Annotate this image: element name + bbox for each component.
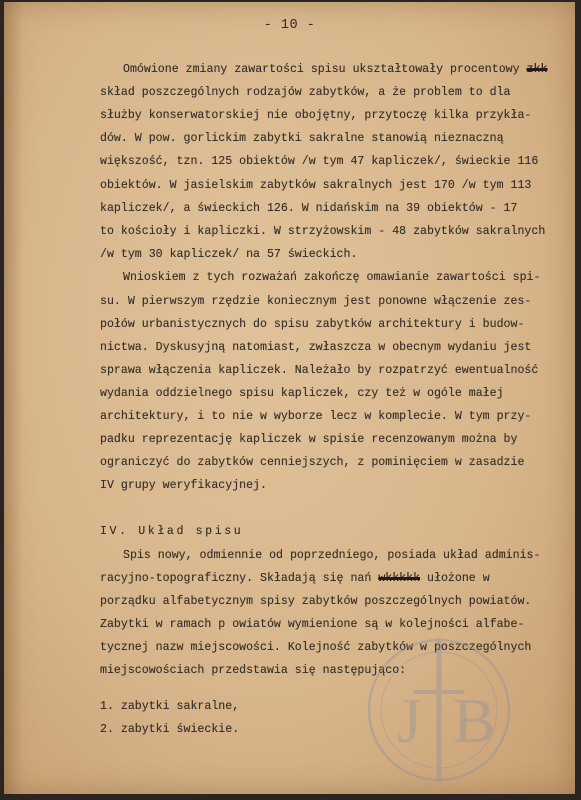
stamp-letter-b: B <box>453 685 496 756</box>
library-stamp-watermark <box>359 630 519 790</box>
list-item: 1. zabytki sakralne, <box>100 700 240 713</box>
stamp-letter-j: J <box>397 685 422 756</box>
text-line: Omówione zmiany zawartości spisu ukształtowały procentowy zkk <box>123 63 548 76</box>
text-line: Spis nowy, odmiennie od poprzedniego, posiada układ adminis- <box>123 549 541 562</box>
text-line: Zabytki w ramach p owiatów wymienione są w kolejności alfabe- <box>100 618 525 631</box>
text-line: architektury, i to nie w wyborze lecz w komplecie. W tym przy- <box>100 410 532 423</box>
struck-text: wkkkkk <box>378 572 421 585</box>
text-line: miejscowościach przedstawia się następująco: <box>100 664 407 677</box>
text-line: służby konserwatorskiej nie obojętny, przytoczę kilka przykła- <box>100 109 532 122</box>
text-line: padku reprezentację kapliczek w spisie recenzowanym można by <box>100 433 518 446</box>
text-line: wydania oddzielnego spisu kapliczek, czy też w ogóle małej <box>100 387 504 400</box>
text-line: su. W pierwszym rzędzie koniecznym jest ponowne włączenie zes- <box>100 295 532 308</box>
section-heading: IV. Układ spisu <box>100 525 244 538</box>
text-line: dów. W pow. gorlickim zabytki sakralne stanowią nieznaczną <box>100 132 504 145</box>
text-line: nictwa. Dyskusyjną natomiast, zwłaszcza w obecnym wydaniu jest <box>100 341 532 354</box>
text-line: racyjno-topograficzny. Składają się nań wkkkkk ułożone w <box>100 572 490 585</box>
text-line: Wnioskiem z tych rozważań zakończę omawianie zawartości spi- <box>123 271 541 284</box>
text-line: skład poszczególnych rodzajów zabytków, a że problem to dla <box>100 86 511 99</box>
text-line: większość, tzn. 125 obiektów /w tym 47 kapliczek/, świeckie 116 <box>100 155 539 168</box>
text-line: połów urbanistycznych do spisu zabytków architektury i budow- <box>100 318 525 331</box>
list-item: 2. zabytki świeckie. <box>100 723 240 736</box>
text-line: ograniczyć do zabytków cenniejszych, z pominięciem w zasadzie <box>100 456 525 469</box>
paper-shadow <box>4 2 22 794</box>
text-line: porządku alfabetycznym spisy zabytków poszczególnych powiatów. <box>100 595 532 608</box>
text-line: /w tym 30 kapliczek/ na 57 świeckich. <box>100 248 358 261</box>
text-line: obiektów. W jasielskim zabytków sakralnych jest 170 /w tym 113 <box>100 179 532 192</box>
text-line: to kościoły i kapliczki. W strzyżowskim - 48 zabytków sakralnych <box>100 225 546 238</box>
text-line: IV grupy weryfikacyjnej. <box>100 479 267 492</box>
text-line: tycznej nazw miejscowości. Kolejność zabytków w poszczególnych <box>100 641 532 654</box>
text-line: sprawa włączenia kapliczek. Należało by rozpatrzyć ewentualność <box>100 364 539 377</box>
text-line: kapliczek/, a świeckich 126. W nidańskim na 39 obiektów - 17 <box>100 202 518 215</box>
struck-text: zkk <box>526 63 548 76</box>
page-number: - 10 - <box>263 18 316 33</box>
document-page <box>4 2 575 794</box>
